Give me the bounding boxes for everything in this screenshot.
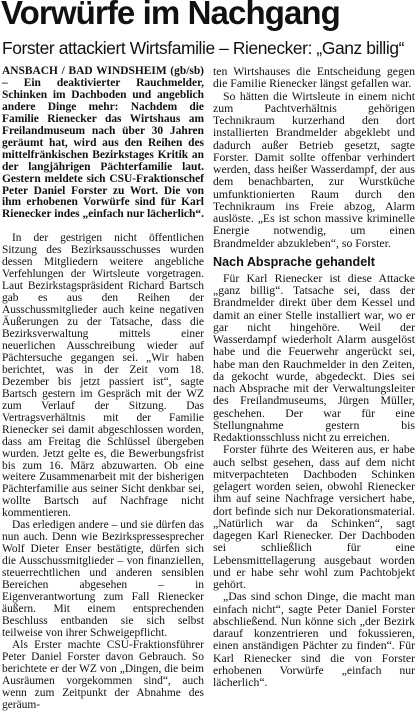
body-paragraph: Forster führte des Weiteren aus, er habe auch selbst gesehen, dass auf dem nicht mitverpachteten Dachboden Schinken gelagert worden seien, obwohl Rienecker ihm auf seine Nachfrage versichert habe, dort befinde sich nur Dekorationsmaterial. „Natürlich war da Schinken“, sagt dagegen Karl Rienecker. Der Dachboden sei schließlich für eine Lebensmittellagerung ausgebaut worden und er habe sehr wohl zum Pachtobjekt gehört. <box>213 443 415 591</box>
body-paragraph: Als Erster machte CSU-Fraktionsführer Peter Daniel Forster davon Gebrauch. So berichtete er der WZ von „Dingen, die beim Ausräumen vorgekommen sind“, auch wenn zum Zeitpunkt der Abnahme des geräum- <box>2 638 204 711</box>
body-paragraph: In der gestrigen nicht öffentlichen Sitzung des Bezirksausschusses wurden dessen Mitgliedern weitere angebliche Verfehlungen der Wirtsleute vorgetragen. Laut Bezirkstagspräsident Richard Bartsch gab es aus den Reihen der Ausschussmitglieder auch keine negativen Äußerungen zu der Tatsache, dass die Bezirksverwaltung mittels einer neuerlichen Ausschreibung wieder auf Pächtersuche gegangen sei. „Wir haben berichtet, was in der Zeit vom 18. Dezember bis jetzt passiert ist“, sagte Bartsch gestern im Gespräch mit der WZ zum Verlauf der Sitzung. Das Vertragsverhältnis mit der Familie Rienecker sei damit abgeschlossen worden, dass am Freitag die Schlüssel übergeben wurden. Jetzt gelte es, die Bewerbungsfrist bis zum 16. März abzuwarten. Ob eine weitere Zusammenarbeit mit der bisherigen Pächterfamilie aus seiner Sicht denkbar sei, wollte Bartsch auf Nachfrage nicht kommentieren. <box>2 232 204 520</box>
body-paragraph: So hätten die Wirtsleute in einem nicht zum Pachtverhältnis gehörigen Technikraum kurzerhand den dort installierten Brandmelder abgeklebt und dadurch außer Betrieb gesetzt, sagte Forster. Damit sollte offenbar verhindert werden, dass heißer Wasserdampf, der aus dem benachbarten, zur Wurstküche umfunktionierten Raum durch den Technikraum ins Freie abzog, Alarm auslöste. „Es ist schon massive kriminelle Energie notwendig, um einen Brandmelder abzukleben“, so Forster. <box>213 89 415 250</box>
article-subheadline: Forster attackiert Wirtsfamilie – Rienecker: „Ganz billig“ <box>2 38 405 58</box>
article-lead: ANSBACH / BAD WINDSHEIM (gb/sb) – Ein deaktivierter Rauchmelder, Schinken im Dachboden und angeblich andere Dinge mehr: Nachdem die Familie Rienecker das Wirtshaus am Freilandmuseum nach über 30 Jahren geräumt hat, wird aus den Reihen des mittelfränkischen Bezirkstages Kritik an der langjährigen Pächterfamilie laut. Gestern meldete sich CSU-Fraktionschef Peter Daniel Forster zu Wort. Die von ihm erhobenen Vorwürfe sind für Karl Rienecker indes „einfach nur lächerlich“. <box>2 65 204 221</box>
text-column-left <box>2 66 204 712</box>
text-column-right <box>213 66 415 689</box>
body-paragraph: Das erledigen andere – und sie dürfen das nun auch. Denn wie Bezirkspressesprecher Wolf Dieter Enser bestätigte, dürfen sich die Ausschussmitglieder – von finanziellen, steuerrechtlichen und anderen sensiblen Bereichen abgesehen – in Eigenverantwortung zum Fall Rienecker äußern. Mit einem entsprechenden Beschluss entbanden sie sich selbst teilweise von ihrer Schweigepflicht. <box>2 519 204 639</box>
body-paragraph: „Das sind schon Dinge, die macht man einfach nicht“, sagte Peter Daniel Forster abschließend. Nun könne sich „der Bezirk darauf konzentrieren und fokussieren, einen anständigen Pächter zu finden“. Für Karl Rienecker sind die von Forster erhobenen Vorwürfe „einfach nur lächerlich“. <box>213 590 415 689</box>
body-paragraph: ten Wirtshauses die Entscheidung gegen die Familie Rienecker längst gefallen war. <box>213 65 415 91</box>
article-headline: Vorwürfe im Nachgang <box>1 0 340 31</box>
section-subhead: Nach Absprache gehandelt <box>213 254 375 269</box>
body-paragraph: Für Karl Rienecker ist diese Attacke „ganz billig“. Tatsache sei, dass der Brandmelder direkt über dem Kessel und damit an einer Stelle installiert war, wo er gar nicht hingehöre. Weil der Wasserdampf wiederholt Alarm ausgelöst habe und die Feuerwehr angerückt sei, habe man den Rauchmelder in den Zeiten, da gekocht wurde, abgedeckt. Dies sei nach Absprache mit der Verwaltungsleiter des Freilandmuseums, Jürgen Müller, geschehen. Der war für eine Stellungnahme gestern bis Redaktionsschluss nicht zu erreichen. <box>213 271 415 444</box>
